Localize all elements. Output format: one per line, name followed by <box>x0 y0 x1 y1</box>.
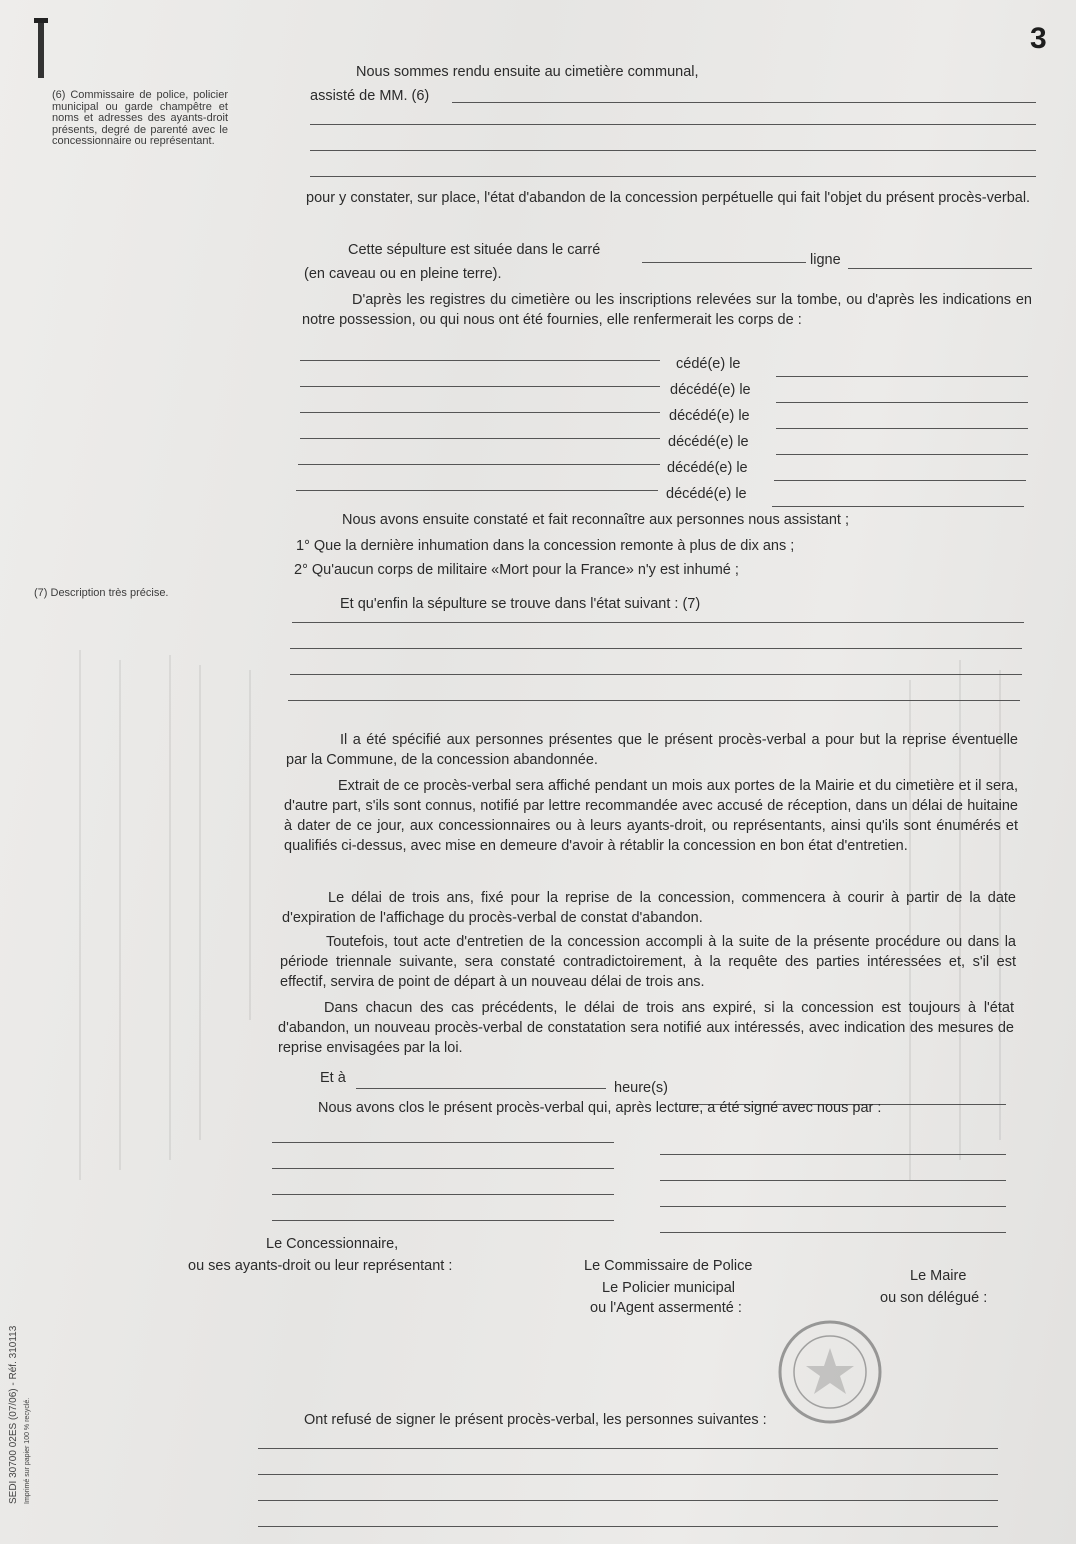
registres-paragraph: D'après les registres du cimetière ou les inscriptions relevées sur la tombe, ou d'après les indications en notre possession, ou qui nous ont été fournies, elle renfermerait les corps de : <box>302 292 1032 328</box>
deceased-label: décédé(e) le <box>670 382 751 398</box>
constat-intro: Nous avons ensuite constaté et fait reconnaître aux personnes nous assistant ; <box>342 512 849 528</box>
commissaire-title: Le Commissaire de Police <box>584 1258 753 1274</box>
date-field[interactable] <box>772 506 1024 507</box>
intro-line: Nous sommes rendu ensuite au cimetière communal, <box>356 64 699 80</box>
lieu-field[interactable] <box>356 1088 606 1089</box>
heures-label: heure(s) <box>614 1080 668 1096</box>
signatory-line[interactable] <box>272 1168 614 1169</box>
date-field[interactable] <box>776 454 1028 455</box>
concessionnaire-title: Le Concessionnaire, <box>266 1236 399 1252</box>
refus-line[interactable] <box>258 1474 998 1475</box>
paragraph-dans-chacun: Dans chacun des cas précédents, le délai de trois ans expiré, si la concession est toujours à l'état d'abandon, un nouveau procès-verbal de constatation sera notifié aux intéressés, avec indication des mesures de reprise envisagées par la loi. <box>278 1000 1014 1056</box>
paragraph-reprise: Il a été spécifié aux personnes présentes que le présent procès-verbal a pour but la reprise éventuelle par la Commune, de la concession abandonnée. <box>286 732 1018 768</box>
assiste-field-line[interactable] <box>452 102 1036 103</box>
margin-note-6: (6) Commissaire de police, policier municipal ou garde champêtre et noms et adresses des ayants-droit présents, degré de parenté avec le concessionnaire ou représentant. <box>52 89 228 147</box>
assiste-label: assisté de MM. (6) <box>310 88 430 104</box>
description-line[interactable] <box>288 700 1020 701</box>
refus-text: Ont refusé de signer le présent procès-verbal, les personnes suivantes : <box>304 1412 767 1428</box>
maire-subtitle: ou son délégué : <box>880 1290 988 1306</box>
description-line[interactable] <box>290 648 1022 649</box>
name-field[interactable] <box>300 386 660 387</box>
official-stamp-icon <box>776 1318 884 1426</box>
constat-item-1: 1° Que la dernière inhumation dans la concession remonte à plus de dix ans ; <box>296 538 795 554</box>
clos-text: Nous avons clos le présent procès-verbal qui, après lecture, a été signé avec nous par : <box>318 1100 882 1116</box>
assiste-field-line[interactable] <box>310 124 1036 125</box>
ligne-label: ligne <box>810 252 841 268</box>
deceased-label: décédé(e) le <box>669 408 750 424</box>
date-field[interactable] <box>776 402 1028 403</box>
binder-clip-icon <box>34 18 48 78</box>
description-line[interactable] <box>290 674 1022 675</box>
signatory-line[interactable] <box>660 1180 1006 1181</box>
signatory-line[interactable] <box>272 1142 614 1143</box>
carre-field[interactable] <box>642 262 806 263</box>
margin-note-7: (7) Description très précise. <box>34 587 169 599</box>
constat-item-3: Et qu'enfin la sépulture se trouve dans l'état suivant : (7) <box>340 596 701 612</box>
constater-paragraph: pour y constater, sur place, l'état d'abandon de la concession perpétuelle qui fait l'objet du présent procès-verbal. <box>306 190 1031 206</box>
reference-code: SEDI 30700 02ES (07/06) - Réf. 310113 <box>8 1325 19 1504</box>
signatory-line[interactable] <box>272 1194 614 1195</box>
refus-line[interactable] <box>258 1526 998 1527</box>
carre-label: Cette sépulture est située dans le carré <box>348 242 601 258</box>
paragraph-extrait: Extrait de ce procès-verbal sera affiché pendant un mois aux portes de la Mairie et du cimetière et il sera, d'autre part, s'ils sont connus, notifié par lettre recommandée avec accusé de réception, dans un délai de huitaine à dater de ce jour, aux concessionnaires ou à leurs ayants-droit, ou représentants, ainsi qu'ils sont énumérés et qualifiés ci-dessus, avec mise en demeure d'avoir à rétablir la concession en bon état d'entretien. <box>284 778 1018 854</box>
ligne-field[interactable] <box>848 268 1032 269</box>
concessionnaire-subtitle: ou ses ayants-droit ou leur représentant : <box>188 1258 453 1274</box>
signatory-line[interactable] <box>660 1206 1006 1207</box>
et-a-label: Et à <box>320 1070 346 1086</box>
signatory-line[interactable] <box>660 1154 1006 1155</box>
date-field[interactable] <box>774 480 1026 481</box>
description-line[interactable] <box>292 622 1024 623</box>
reference-sidebar <box>6 1268 40 1508</box>
policier-title: Le Policier municipal <box>602 1280 735 1296</box>
name-field[interactable] <box>298 464 660 465</box>
name-field[interactable] <box>300 412 660 413</box>
deceased-label: décédé(e) le <box>667 460 748 476</box>
constat-item-2: 2° Qu'aucun corps de militaire «Mort pour la France» n'y est inhumé ; <box>294 562 739 578</box>
page-number: 3 <box>1030 22 1047 55</box>
name-field[interactable] <box>296 490 658 491</box>
assiste-field-line[interactable] <box>310 150 1036 151</box>
paragraph-toutefois: Toutefois, tout acte d'entretien de la concession accompli à la suite de la présente procédure ou dans la période triennale suivante, sera constaté contradictoirement, à la requête des parties intéressées et, s'il est effectif, servira de point de départ à un nouveau délai de trois ans. <box>280 934 1016 990</box>
deceased-label: cédé(e) le <box>676 356 741 372</box>
name-field[interactable] <box>300 438 660 439</box>
date-field[interactable] <box>776 428 1028 429</box>
caveau-note: (en caveau ou en pleine terre). <box>304 266 502 282</box>
maire-title: Le Maire <box>910 1268 967 1284</box>
name-field[interactable] <box>300 360 660 361</box>
refus-line[interactable] <box>258 1448 998 1449</box>
signatory-line[interactable] <box>272 1220 614 1221</box>
assiste-field-line[interactable] <box>310 176 1036 177</box>
agent-title: ou l'Agent assermenté : <box>590 1300 742 1316</box>
deceased-label: décédé(e) le <box>668 434 749 450</box>
paragraph-delai: Le délai de trois ans, fixé pour la reprise de la concession, commencera à courir à partir de la date d'expiration de l'affichage du procès-verbal de constat d'abandon. <box>282 890 1016 926</box>
refus-line[interactable] <box>258 1500 998 1501</box>
deceased-label: décédé(e) le <box>666 486 747 502</box>
recycled-note: Imprimé sur papier 100 % recyclé. <box>24 1397 31 1504</box>
signatory-line[interactable] <box>660 1232 1006 1233</box>
date-field[interactable] <box>776 376 1028 377</box>
